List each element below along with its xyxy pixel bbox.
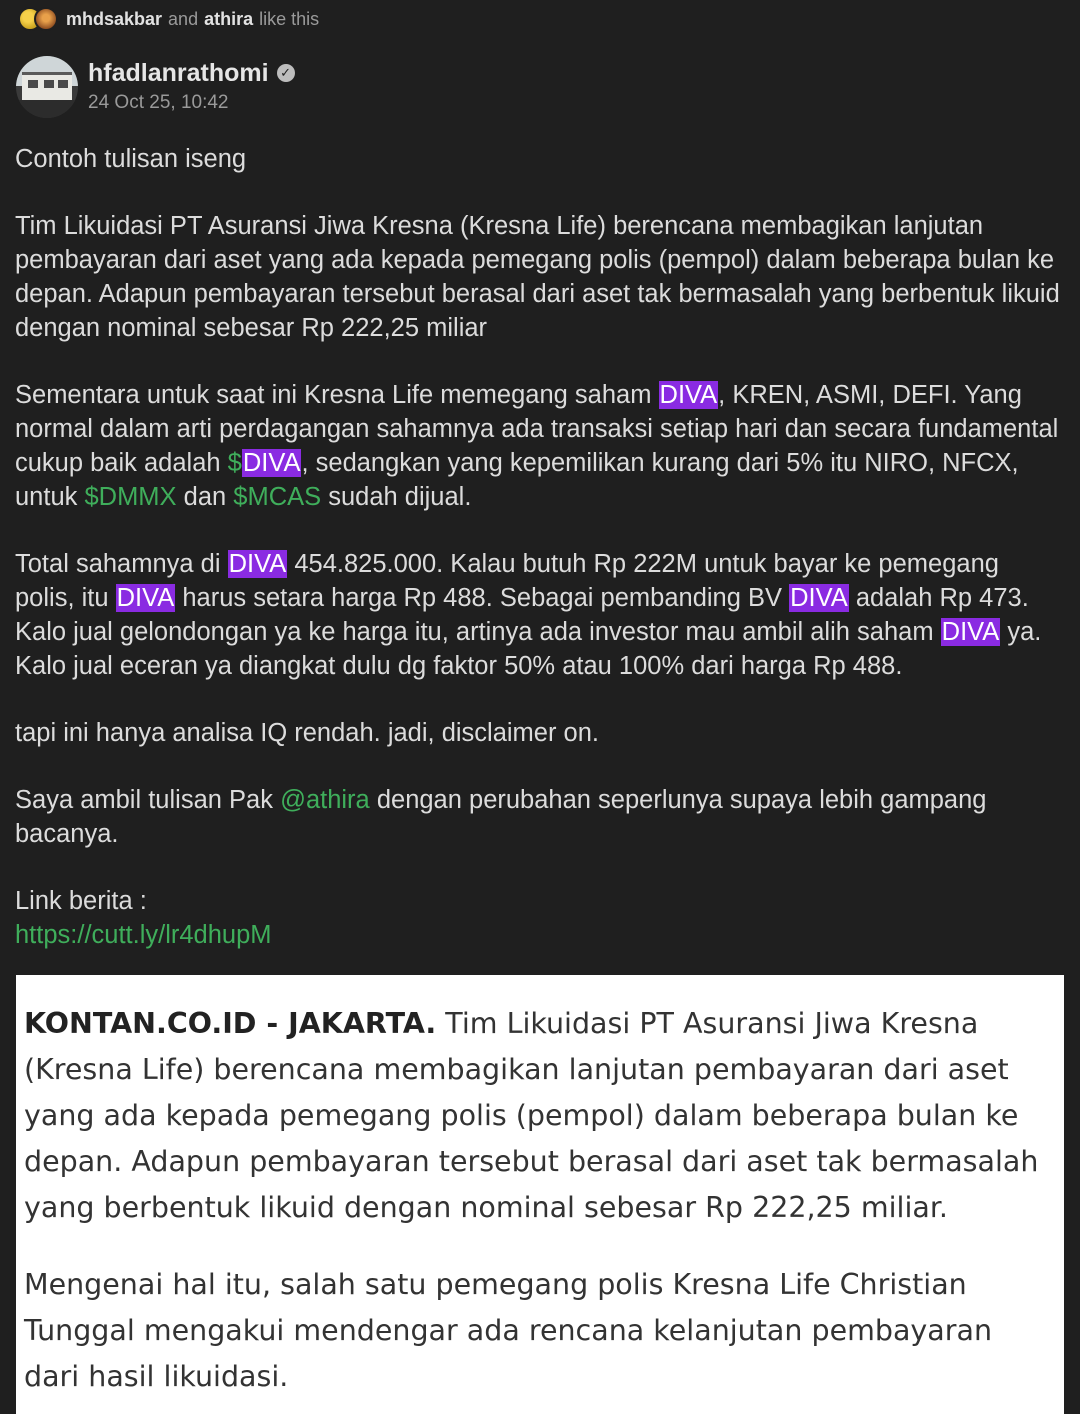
liker-username[interactable]: athira (204, 8, 254, 29)
excerpt-paragraph: Mengenai hal itu, salah satu pemegang polis Kresna Life Christian Tunggal mengakui mendengar ada rencana kelanjutan pembayaran dari hasil likuidasi. (24, 1268, 993, 1393)
user-mention-link[interactable]: @athira (280, 786, 370, 814)
likes-and-text: and (168, 8, 199, 29)
link-label: Link berita : (15, 887, 147, 915)
excerpt-source: KONTAN.CO.ID - JAKARTA. (24, 1007, 437, 1040)
cashtag-link[interactable]: $DIVA (227, 449, 301, 477)
post-author (16, 56, 295, 118)
ticker-highlight[interactable]: DIVA (659, 381, 718, 409)
ticker-highlight[interactable]: DIVA (790, 584, 848, 612)
post-body (15, 142, 1065, 952)
post-paragraph: tapi ini hanya analisa IQ rendah. jadi, disclaimer on. (15, 719, 599, 747)
author-meta (88, 56, 295, 114)
post-paragraph: Total sahamnya di DIVA 454.825.000. Kalau butuh Rp 222M untuk bayar ke pemegang polis, itu DIVA harus setara harga Rp 488. Sebagai pembanding BV DIVA adalah Rp 473. Kalo jual gelondongan ya ke harga itu, artinya ada investor mau ambil alih saham DIVA ya. Kalo jual eceran ya diangkat dulu dg faktor 50% atau 100% dari harga Rp 488. (15, 550, 1042, 680)
post-paragraph: Sementara untuk saat ini Kresna Life memegang saham DIVA, KREN, ASMI, DEFI. Yang normal dalam arti perdagangan sahamnya ada transaksi setiap hari dan secara fundamental cukup baik adalah $DIVA, sedangkan yang kepemilikan kurang dari 5% itu NIRO, NFCX, untuk $DMMX dan $MCAS sudah dijual. (15, 381, 1059, 511)
news-url-link[interactable]: https://cutt.ly/lr4dhupM (15, 921, 272, 949)
cashtag-link[interactable]: $MCAS (233, 483, 322, 511)
author-name-row (88, 56, 295, 90)
author-username[interactable]: hfadlanrathomi (88, 58, 269, 87)
liker-avatars[interactable] (18, 7, 58, 31)
post-timestamp[interactable]: 24 Oct 25, 10:42 (88, 92, 229, 113)
post-paragraph: Saya ambil tulisan Pak @athira dengan perubahan seperlunya supaya lebih gampang bacanya. (15, 786, 987, 848)
ticker-highlight[interactable]: DIVA (116, 584, 175, 612)
post-paragraph: Tim Likuidasi PT Asuransi Jiwa Kresna (Kresna Life) berencana membagikan lanjutan pembayaran dari aset yang ada kepada pemegang polis (pempol) dalam beberapa bulan ke depan. Adapun pembayaran tersebut berasal dari aset tak bermasalah yang berbentuk likuid dengan nominal sebesar Rp 222,25 miliar (15, 212, 1060, 342)
likes-suffix-text: like this (259, 8, 320, 29)
cashtag-link[interactable]: $DMMX (84, 483, 177, 511)
verified-check-icon: ✓ (277, 64, 295, 82)
post-paragraph: Contoh tulisan iseng (15, 145, 247, 173)
likes-row (18, 4, 325, 34)
avatar[interactable] (16, 56, 78, 118)
news-excerpt-image[interactable] (16, 975, 1064, 1414)
ticker-highlight[interactable]: DIVA (941, 618, 1000, 646)
excerpt-paragraph: KONTAN.CO.ID - JAKARTA. Tim Likuidasi PT Asuransi Jiwa Kresna (Kresna Life) berencana membagikan lanjutan pembayaran dari aset yang ada kepada pemegang polis (pempol) dalam beberapa bulan ke depan. Adapun pembayaran tersebut berasal dari aset tak bermasalah yang berbentuk likuid dengan nominal sebesar Rp 222,25 miliar. (24, 1007, 1039, 1224)
liker-username[interactable]: mhdsakbar (66, 8, 163, 29)
liker-avatar[interactable] (34, 7, 58, 31)
post-paragraph (15, 884, 1065, 952)
ticker-highlight[interactable]: DIVA (228, 550, 287, 578)
